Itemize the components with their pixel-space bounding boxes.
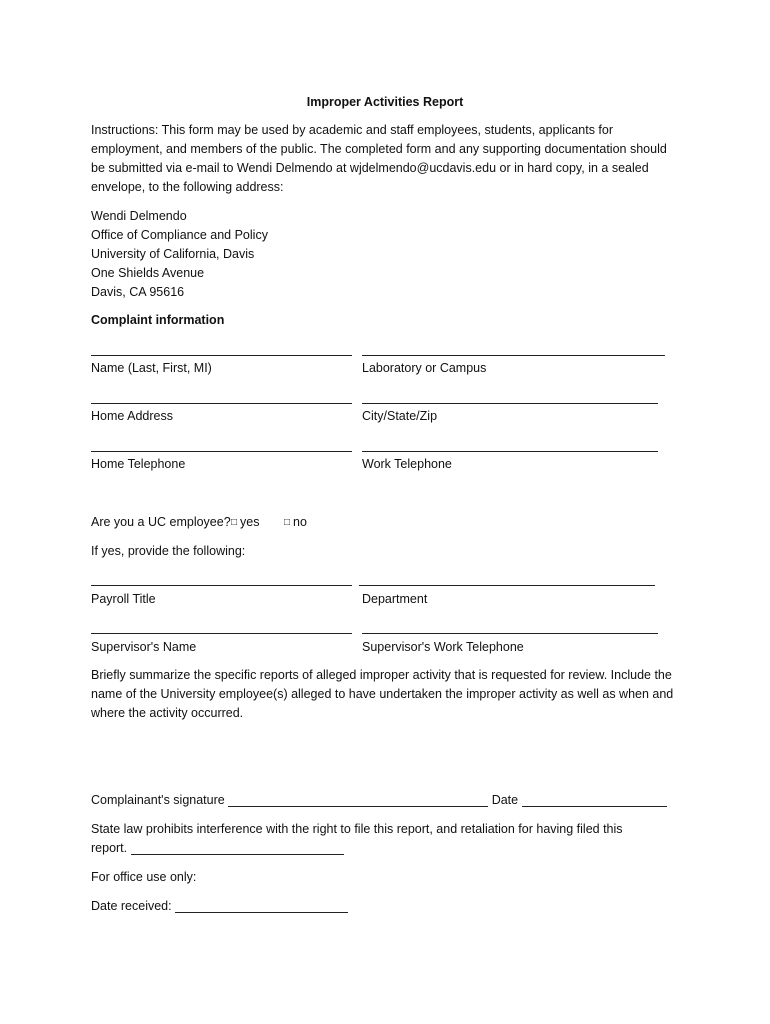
uc-employee-question-text: Are you a UC employee? bbox=[91, 515, 231, 529]
date-received-label: Date received: bbox=[91, 899, 172, 913]
date-received-field[interactable] bbox=[175, 899, 348, 913]
address-line: University of California, Davis bbox=[91, 247, 255, 261]
home-phone-label: Home Telephone bbox=[91, 457, 186, 471]
name-label: Name (Last, First, MI) bbox=[91, 361, 212, 375]
legal-notice-end: report. bbox=[91, 841, 128, 855]
address-line: One Shields Avenue bbox=[91, 266, 205, 280]
uc-employee-question bbox=[91, 513, 231, 532]
legal-notice-end-row bbox=[91, 839, 681, 858]
if-yes-text: If yes, provide the following: bbox=[91, 544, 246, 558]
payroll-title-label: Payroll Title bbox=[91, 592, 156, 606]
address-line: Wendi Delmendo bbox=[91, 209, 187, 223]
city-state-zip-field[interactable] bbox=[362, 403, 658, 404]
supervisor-name-label: Supervisor's Name bbox=[91, 640, 197, 654]
payroll-title-field[interactable] bbox=[91, 585, 352, 586]
supervisor-name-field[interactable] bbox=[91, 633, 352, 634]
lab-campus-label: Laboratory or Campus bbox=[362, 361, 487, 375]
section-heading: Complaint information bbox=[91, 313, 225, 327]
legal-notice bbox=[91, 820, 681, 858]
instructions-text: Instructions: This form may be used by academic and staff employees, students, applicants for employment, and members of the public. The completed form and any supporting documentation should be submitted via e-mail to Wendi Delmendo at wjdelmendo@ucdavis.edu or in hard copy, in a sealed envelope, to the following address: bbox=[91, 123, 667, 194]
address-line: Davis, CA 95616 bbox=[91, 285, 185, 299]
supervisor-phone-label: Supervisor's Work Telephone bbox=[362, 640, 524, 654]
work-phone-field[interactable] bbox=[362, 451, 658, 452]
yes-label: yes bbox=[240, 515, 260, 529]
signature-field[interactable] bbox=[228, 793, 488, 807]
date-received-row bbox=[91, 897, 348, 916]
home-address-label: Home Address bbox=[91, 409, 173, 423]
no-label: no bbox=[293, 515, 307, 529]
work-phone-label: Work Telephone bbox=[362, 457, 452, 471]
home-address-field[interactable] bbox=[91, 403, 352, 404]
office-use-heading: For office use only: bbox=[91, 870, 197, 884]
legal-notice-text: State law prohibits interference with the right to file this report, and retaliation for having filed this bbox=[91, 822, 623, 836]
signature-label: Complainant's signature bbox=[91, 793, 225, 807]
department-label: Department bbox=[362, 592, 428, 606]
no-checkbox-icon[interactable]: □ bbox=[284, 517, 291, 528]
report-blank-field[interactable] bbox=[131, 841, 344, 855]
address-line: Office of Compliance and Policy bbox=[91, 228, 268, 242]
name-field[interactable] bbox=[91, 355, 352, 356]
summary-prompt: Briefly summarize the specific reports of alleged improper activity that is requested for review. Include the name of the University employee(s) alleged to have undertaken the improper activity as well as when and where the activity occurred. bbox=[91, 668, 674, 720]
no-option[interactable] bbox=[284, 513, 307, 532]
date-field[interactable] bbox=[522, 793, 667, 807]
department-field[interactable] bbox=[359, 585, 655, 586]
yes-option[interactable] bbox=[231, 513, 260, 532]
city-state-zip-label: City/State/Zip bbox=[362, 409, 438, 423]
date-label: Date bbox=[491, 793, 519, 807]
supervisor-phone-field[interactable] bbox=[362, 633, 658, 634]
mailing-address bbox=[91, 207, 681, 302]
form-title: Improper Activities Report bbox=[306, 95, 464, 109]
signature-row bbox=[91, 791, 667, 810]
lab-campus-field[interactable] bbox=[362, 355, 665, 356]
home-phone-field[interactable] bbox=[91, 451, 352, 452]
yes-checkbox-icon[interactable]: □ bbox=[231, 517, 238, 528]
